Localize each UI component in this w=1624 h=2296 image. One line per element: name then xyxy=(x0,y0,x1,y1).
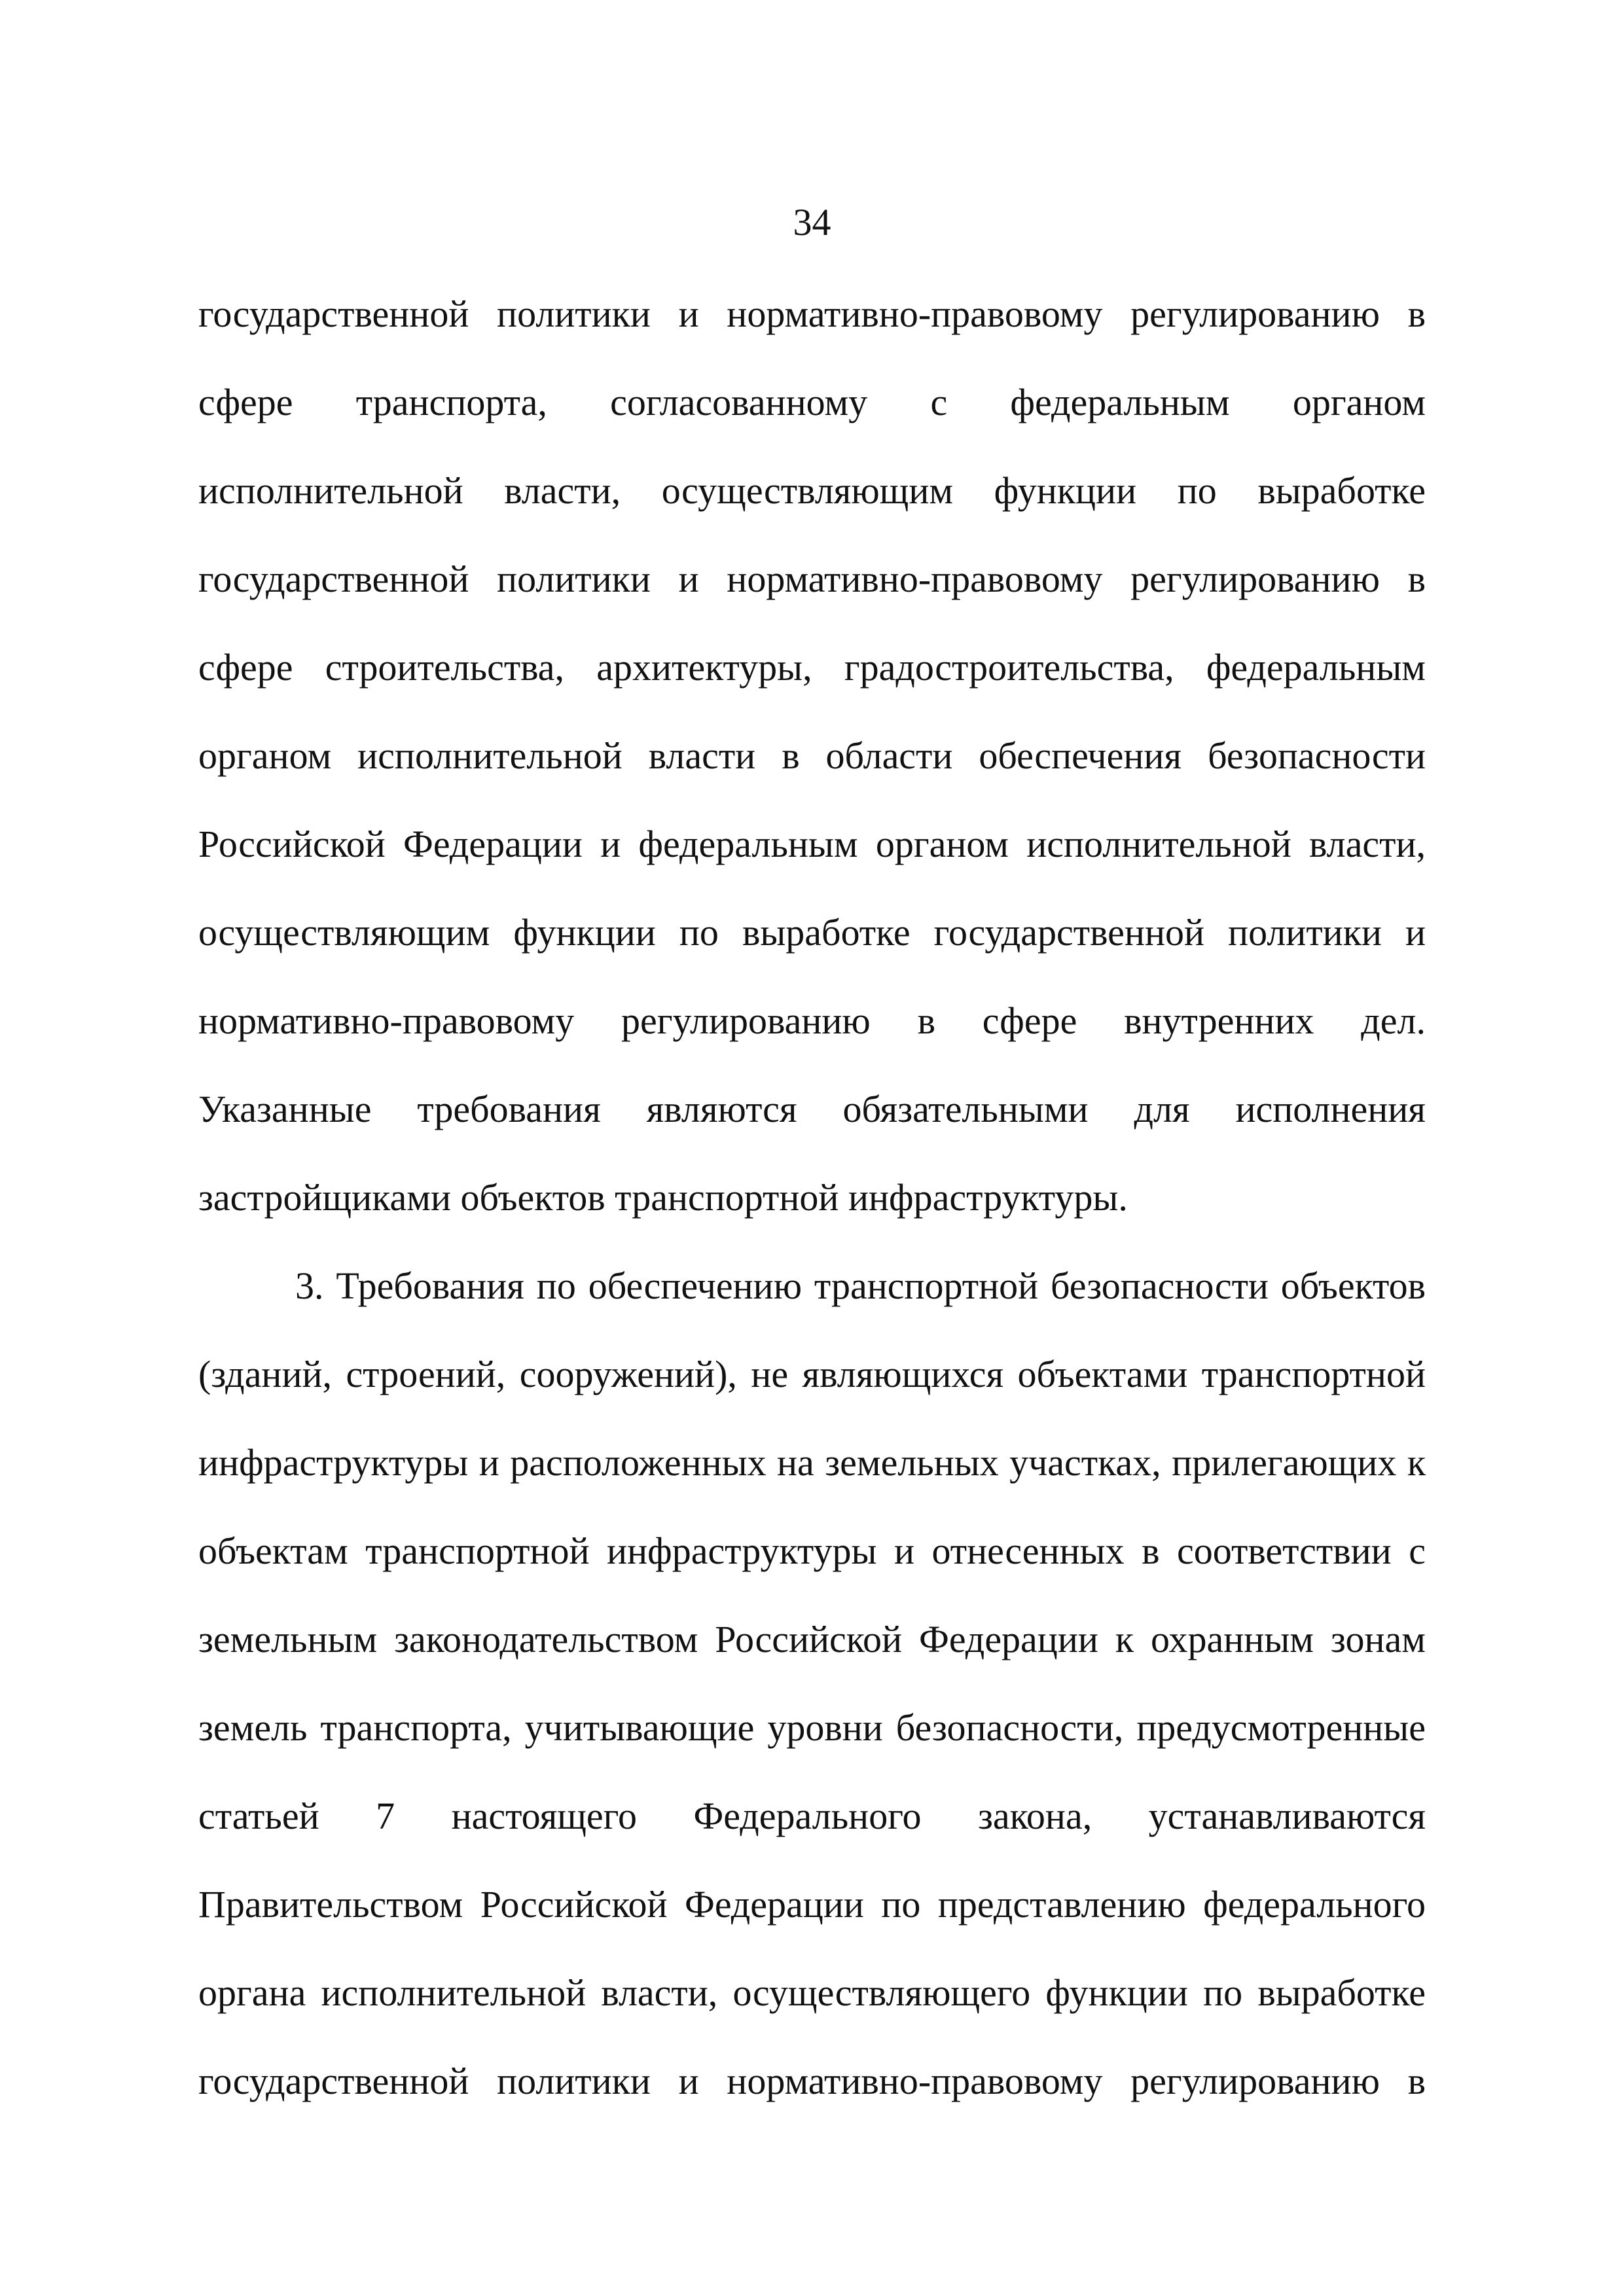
text-line: государственной политики и нормативно-правовому регулированию в xyxy=(198,293,1426,335)
text-line: осуществляющим функции по выработке государственной политики и xyxy=(198,911,1426,954)
page-number: 34 xyxy=(793,201,831,243)
text-line: сфере строительства, архитектуры, градостроительства, федеральным xyxy=(198,646,1426,689)
text-line: земельным законодательством Российской Федерации к охранным зонам xyxy=(198,1618,1426,1660)
text-line: инфраструктуры и расположенных на земельных участках, прилегающих к xyxy=(198,1441,1426,1484)
text-line: объектам транспортной инфраструктуры и отнесенных в соответствии с xyxy=(198,1530,1426,1572)
text-line: нормативно-правовому регулированию в сфере внутренних дел. xyxy=(198,999,1426,1042)
text-line: (зданий, строений, сооружений), не являющихся объектами транспортной xyxy=(198,1353,1426,1395)
text-line: исполнительной власти, осуществляющим функции по выработке xyxy=(198,469,1426,512)
text-line: органа исполнительной власти, осуществляющего функции по выработке xyxy=(198,1971,1426,2014)
text-line: сфере транспорта, согласованному с федеральным органом xyxy=(198,381,1426,423)
text-line: земель транспорта, учитывающие уровни безопасности, предусмотренные xyxy=(198,1706,1426,1749)
text-line: Российской Федерации и федеральным органом исполнительной власти, xyxy=(198,823,1426,865)
text-line: государственной политики и нормативно-правовому регулированию в xyxy=(198,558,1426,600)
text-line: государственной политики и нормативно-правовому регулированию в xyxy=(198,2060,1426,2102)
text-line: Указанные требования являются обязательными для исполнения xyxy=(198,1088,1426,1130)
paragraph-first-line: 3. Требования по обеспечению транспортной безопасности объектов xyxy=(295,1265,1426,1307)
text-line: органом исполнительной власти в области обеспечения безопасности xyxy=(198,734,1426,777)
text-line: застройщиками объектов транспортной инфраструктуры. xyxy=(198,1176,1128,1219)
text-line: статьей 7 настоящего Федерального закона, устанавливаются xyxy=(198,1795,1426,1837)
text-line: Правительством Российской Федерации по представлению федерального xyxy=(198,1883,1426,1926)
